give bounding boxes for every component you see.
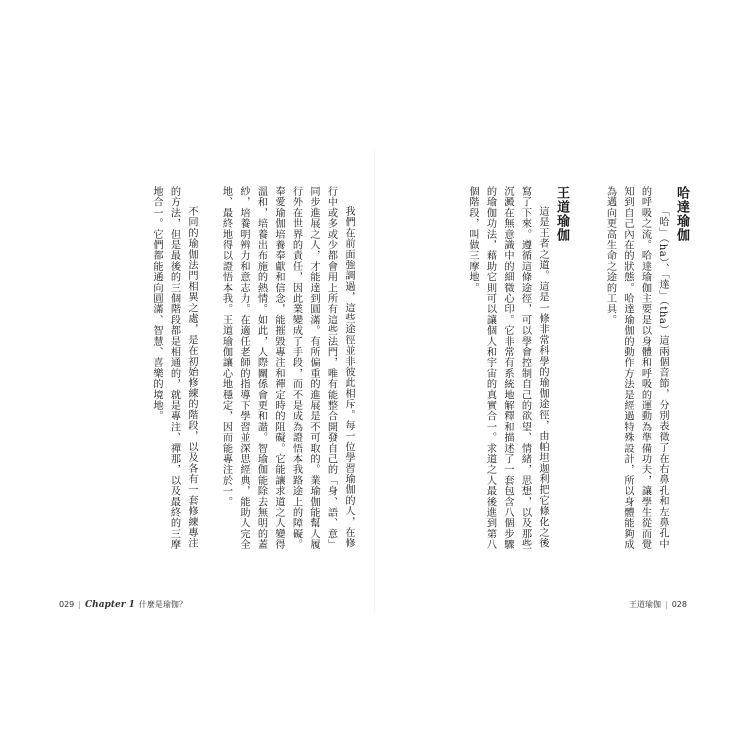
footer-chapter-title: 什麼是瑜伽？ [138, 600, 187, 609]
right-page-body [391, 186, 691, 556]
hatha-paragraph: 「哈」（ha）、「達」（tha）這兩個音節，分別表徵了在右鼻孔和左鼻孔中的呼吸之流。哈達瑜伽主要是以身體和呼吸的運動為準備功夫，讓學生從而覺知到自己內在的狀態。哈達瑜伽的動作方法是經過特殊設計，所以身體能夠成為邁向更高生命之途的工具。 [604, 186, 668, 550]
left-page [55, 150, 375, 612]
right-page-number: 028 [671, 600, 687, 609]
book-spread [55, 150, 695, 612]
left-page-body [67, 186, 357, 556]
left-page-number: 029 [59, 600, 75, 609]
section-title-hatha: 哈達瑜伽 [674, 186, 689, 242]
footer-section-label: 王道瑜伽 [629, 600, 662, 609]
right-page [375, 150, 695, 612]
footer-separator: | [78, 600, 81, 609]
footer-separator: | [665, 600, 668, 609]
left-page-footer [59, 599, 187, 610]
left-paragraph-2: 不同的瑜伽法門相異之處，是在初始修練的階段，以及各有一套修練專注的方法，但是最後的三個階段都是相通的，就是專注、禪那，以及最終的三摩地合一。它們都能通向圓滿、智慧、喜樂的境地。 [151, 186, 197, 550]
footer-chapter: Chapter 1 [84, 599, 135, 610]
raja-paragraph: 這是王者之道。這是一條非常科學的瑜伽途徑，由帕坦迦利把它條化之後寫了下來。遵循這條途徑，可以學會控制自己的欲望、情緒，思想，以及那些沉澱在無意識中的細微心印。它非常有系統地解釋和描述了一套包含八個步驟的瑜伽功法，藉助它則可以讓個人和宇宙的真實合一。求道之人最後進到第八個階段，叫做三摩地。 [467, 186, 548, 550]
left-paragraph-1: 我們在前面強調過，這些途徑並非彼此相斥。每一位學習瑜伽的人，在修行中或多或少都會用上所有這些法門，唯有能整合開發自己的「身、語、意」同步進展之人，才能達到圓滿。有所偏重的進展是不可取的。業瑜伽能幫人履行外在世界的責任，因此業變成了手段，而不是成為證悟本我路途上的障礙。奉愛瑜伽培養奉獻和信念，能摧毀專注和禪定時的阻礙。它能讓求道之人變得溫和，培養出布施的熱情。如此，人際關係會更和諧。智瑜伽能除去無明的蓋紗，培養明辨力和意志力。在適任老師的指導下學習並深思經典，能助人完全地、最終地得以證悟本我。王道瑜伽讓心地穩定，因而能專注於一。 [220, 186, 354, 550]
section-title-raja: 王道瑜伽 [554, 186, 569, 242]
right-page-footer [629, 599, 687, 610]
